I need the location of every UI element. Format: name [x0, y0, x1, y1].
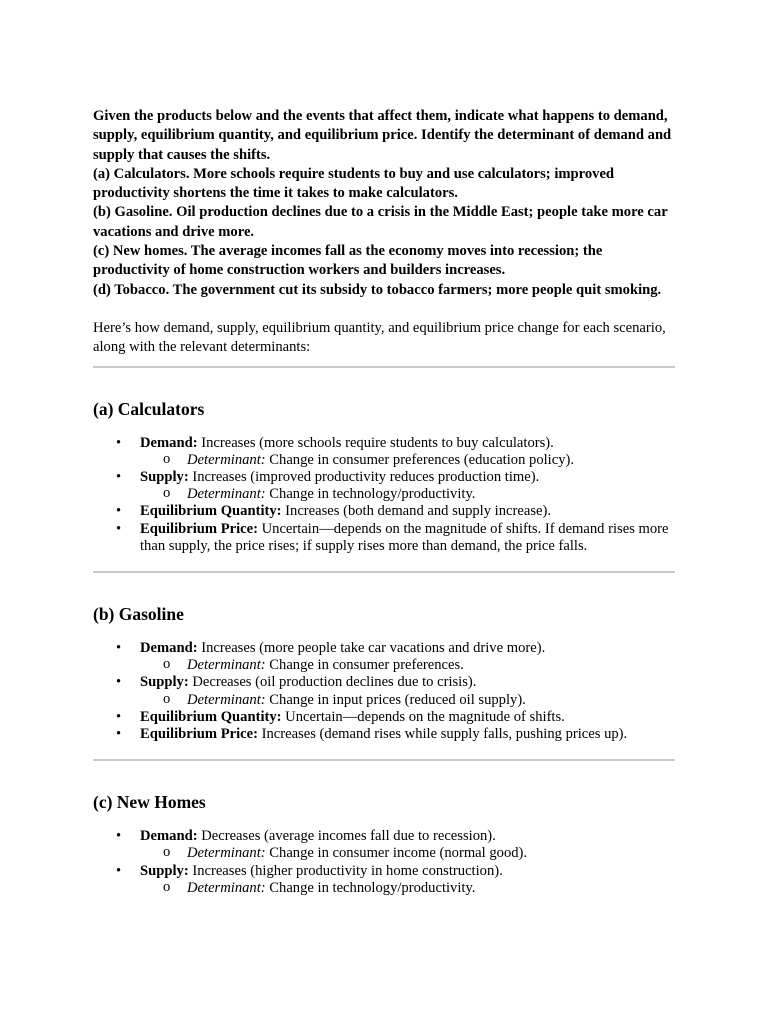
demand-sublist: [140, 657, 675, 674]
supply-sublist: [140, 486, 675, 503]
list-item-determinant: [187, 657, 675, 674]
question-prompt: Given the products below and the events that affect them, indicate what happens to demand, supply, equilibrium quantity, and equilibrium price. Identify the determinant of demand and supply that causes the shifts.: [93, 108, 672, 163]
equilibrium-price-label: Equilibrium Price:: [140, 726, 258, 742]
equilibrium-price-text: Increases (demand rises while supply falls, pushing prices up).: [257, 726, 628, 742]
determinant-label: Determinant:: [187, 486, 266, 503]
answer-intro: Here’s how demand, supply, equilibrium quantity, and equilibrium price change for each scenario, along with the relevant determinants:: [93, 319, 666, 356]
equilibrium-price-label: Equilibrium Price:: [140, 520, 258, 537]
demand-label: Demand:: [140, 434, 198, 451]
demand-text: Decreases (average incomes fall due to recession).: [197, 828, 496, 845]
section-divider: [93, 571, 675, 573]
list-item-equilibrium-price: [140, 726, 675, 743]
list-item-determinant: [187, 845, 675, 862]
determinant-label: Determinant:: [187, 657, 266, 674]
list-item-determinant: [187, 692, 675, 709]
gasoline-list: [93, 640, 675, 743]
section-heading-gasoline: (b) Gasoline: [93, 603, 184, 624]
determinant-text: Change in consumer preferences.: [265, 657, 464, 674]
supply-sublist: [140, 880, 675, 897]
supply-text: Decreases (oil production declines due to crisis).: [188, 674, 477, 691]
section-divider: [93, 759, 675, 761]
equilibrium-quantity-text: Increases (both demand and supply increase).: [281, 503, 551, 520]
demand-label: Demand:: [140, 828, 198, 845]
equilibrium-quantity-label: Equilibrium Quantity:: [140, 708, 282, 725]
list-item-demand: [140, 435, 675, 469]
demand-text: Increases (more schools require students to buy calculators).: [197, 434, 554, 451]
determinant-text: Change in input prices (reduced oil supply).: [265, 691, 526, 708]
list-item-equilibrium-price: [140, 521, 675, 555]
supply-label: Supply:: [140, 862, 189, 879]
supply-label: Supply:: [140, 468, 189, 485]
supply-text: Increases (improved productivity reduces production time).: [188, 468, 540, 485]
demand-sublist: [140, 452, 675, 469]
list-item-demand: [140, 640, 675, 674]
determinant-text: Change in technology/productivity.: [265, 486, 476, 503]
section-heading-new-homes: (c) New Homes: [93, 792, 206, 813]
equilibrium-price-text: Uncertain—depends on the magnitude of shifts. If demand rises more than supply, the price rises; if supply rises more than demand, the price falls.: [140, 520, 669, 554]
determinant-label: Determinant:: [187, 691, 266, 708]
determinant-label: Determinant:: [187, 879, 266, 896]
demand-text: Increases (more people take car vacations and drive more).: [197, 639, 546, 656]
equilibrium-quantity-label: Equilibrium Quantity:: [140, 503, 282, 520]
determinant-text: Change in consumer preferences (education policy).: [265, 451, 575, 468]
determinant-text: Change in technology/productivity.: [265, 879, 476, 896]
equilibrium-quantity-text: Uncertain—depends on the magnitude of shifts.: [281, 708, 565, 725]
question-part-d: (d) Tobacco. The government cut its subsidy to tobacco farmers; more people quit smoking.: [93, 281, 662, 298]
list-item-equilibrium-quantity: [140, 503, 675, 520]
question-part-b: (b) Gasoline. Oil production declines due to a crisis in the Middle East; people take more car vacations and drive more.: [93, 204, 668, 240]
list-item-supply: [140, 469, 675, 503]
new-homes-list: [93, 828, 675, 897]
section-divider: [93, 366, 675, 368]
determinant-text: Change in consumer income (normal good).: [265, 845, 528, 862]
question-block: [93, 107, 675, 300]
demand-label: Demand:: [140, 639, 198, 656]
question-part-c: (c) New homes. The average incomes fall as the economy moves into recession; the productivity of home construction workers and builders increases.: [93, 243, 603, 279]
list-item-supply: [140, 674, 675, 708]
demand-sublist: [140, 845, 675, 862]
determinant-label: Determinant:: [187, 451, 266, 468]
list-item-determinant: [187, 452, 675, 469]
calculators-list: [93, 435, 675, 555]
list-item-equilibrium-quantity: [140, 709, 675, 726]
list-item-determinant: [187, 486, 675, 503]
determinant-label: Determinant:: [187, 845, 266, 862]
supply-label: Supply:: [140, 674, 189, 691]
document-page: [93, 107, 675, 897]
supply-sublist: [140, 692, 675, 709]
supply-text: Increases (higher productivity in home construction).: [188, 862, 503, 879]
list-item-demand: [140, 828, 675, 862]
section-heading-calculators: (a) Calculators: [93, 398, 205, 419]
question-part-a: (a) Calculators. More schools require students to buy and use calculators; improved productivity shortens the time it takes to make calculators.: [93, 165, 615, 202]
list-item-supply: [140, 863, 675, 897]
list-item-determinant: [187, 880, 675, 897]
